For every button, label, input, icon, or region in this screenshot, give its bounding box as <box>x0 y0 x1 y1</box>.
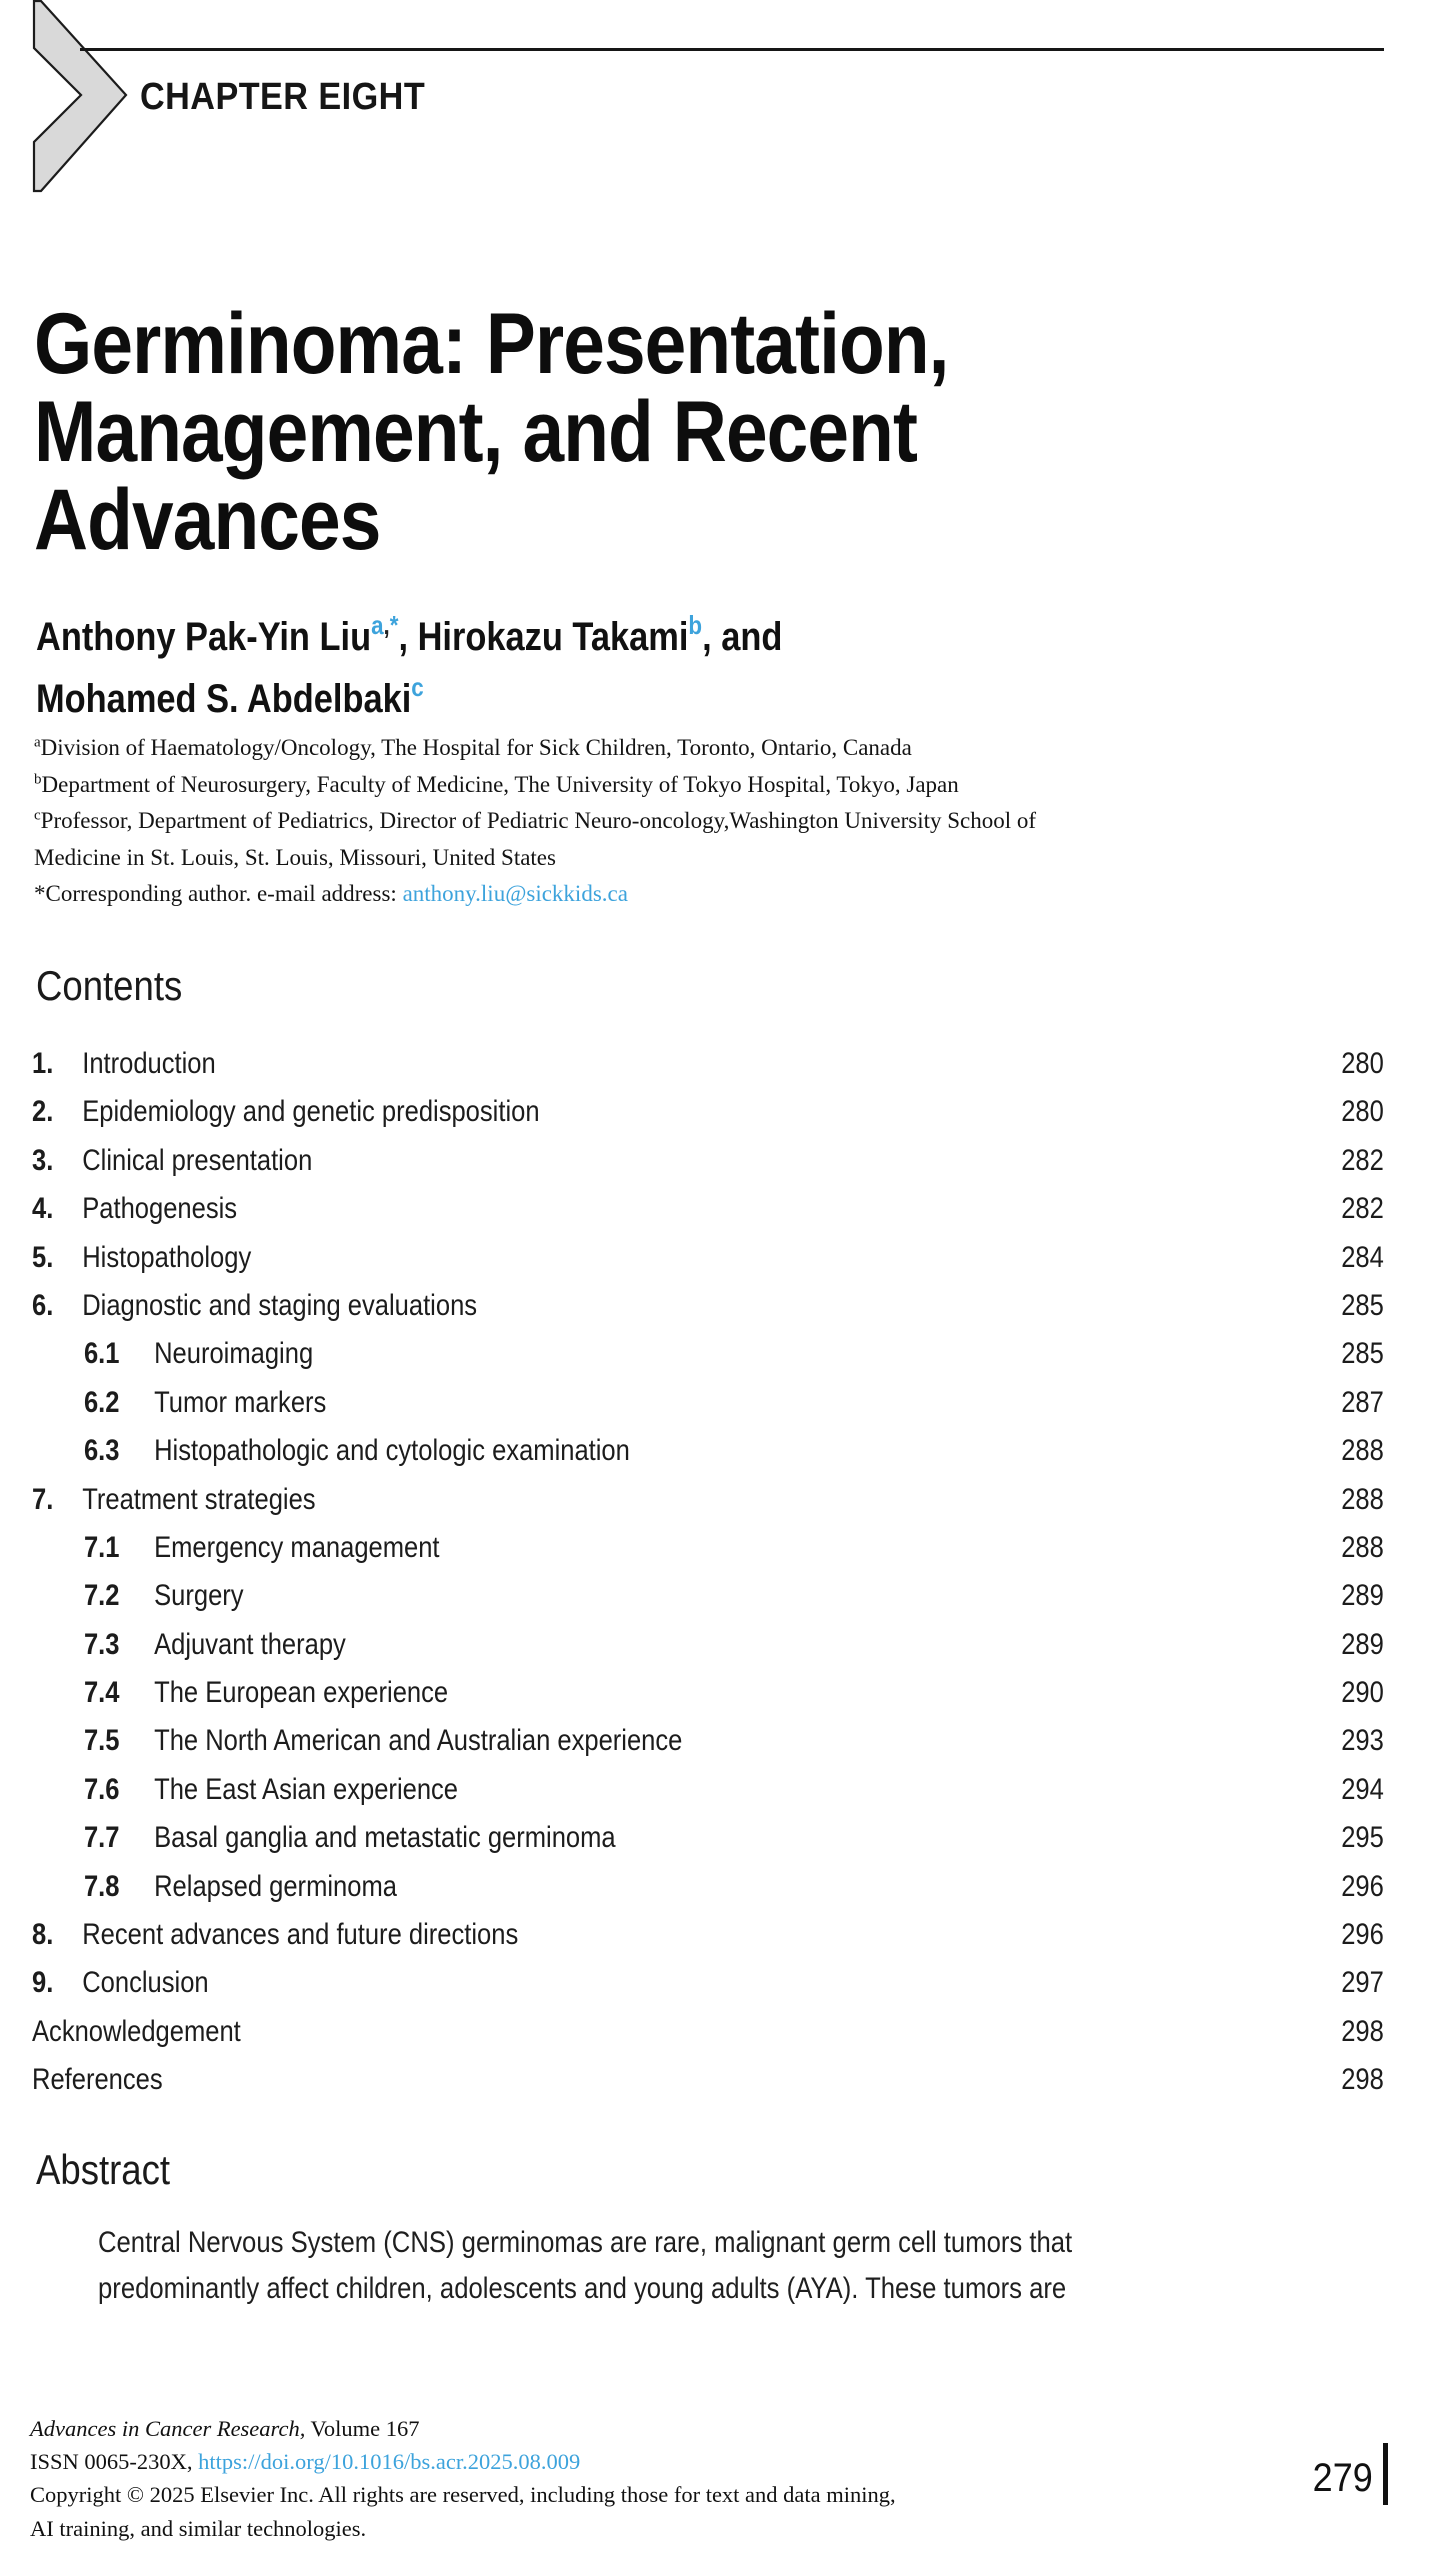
toc-entry-number: 6.3 <box>83 1434 120 1468</box>
affiliation-superscript: a <box>34 734 41 751</box>
corresponding-author-text: *Corresponding author. e-mail address: <box>34 881 403 906</box>
toc-entry-label: References <box>32 2063 163 2097</box>
header-rule <box>80 48 1384 51</box>
toc-entry[interactable] <box>32 1137 1384 1185</box>
author-line-2 <box>36 670 782 732</box>
author-affil-superscript: b <box>688 610 703 640</box>
toc-entry-page: 297 <box>1341 1966 1384 2000</box>
toc-entry[interactable] <box>32 1766 1384 1814</box>
toc-entry-page: 290 <box>1341 1676 1384 1710</box>
toc-entry-number: 2. <box>32 1095 54 1129</box>
toc-entry-label: Recent advances and future directions <box>82 1918 519 1952</box>
affiliations-block <box>34 730 1404 913</box>
journal-volume-line <box>30 2412 1330 2445</box>
affiliation-superscript: b <box>34 770 42 787</box>
page-number: 279 <box>1312 2456 1373 2500</box>
toc-entry-label: Clinical presentation <box>82 1143 313 1177</box>
toc-entry[interactable] <box>32 1234 1384 1282</box>
toc-entry-number: 7.7 <box>83 1821 120 1855</box>
author-separator: , and <box>702 615 783 659</box>
toc-entry-number: 6.2 <box>83 1385 120 1419</box>
toc-entry[interactable] <box>32 1379 1384 1427</box>
superscript-comma: , <box>383 610 390 640</box>
toc-entry-page: 280 <box>1341 1095 1384 1129</box>
toc-entry-page: 295 <box>1341 1821 1384 1855</box>
affiliation-text: Medicine in St. Louis, St. Louis, Missouri, United States <box>34 844 556 870</box>
toc-entry[interactable] <box>32 1185 1384 1233</box>
toc-entry-label: Neuroimaging <box>154 1337 314 1371</box>
toc-entry-number: 1. <box>32 1047 54 1080</box>
affiliation-superscript: c <box>34 807 41 824</box>
toc-entry-page: 287 <box>1341 1385 1384 1419</box>
abstract-text-line: predominantly affect children, adolescents and young adults (AYA). These tumors are <box>98 2271 1067 2305</box>
toc-entry[interactable] <box>32 1814 1384 1862</box>
toc-entry-label: Relapsed germinoma <box>154 1869 397 1903</box>
author-line-1 <box>36 608 782 670</box>
affiliation-text: Division of Haematology/Oncology, The Hospital for Sick Children, Toronto, Ontario, Canada <box>40 735 912 760</box>
toc-entry-label: Introduction <box>82 1047 216 1080</box>
toc-entry-page: 296 <box>1341 1869 1384 1903</box>
toc-entry-page: 288 <box>1341 1530 1384 1564</box>
abstract-heading: Abstract <box>36 2146 171 2193</box>
chapter-title-line: Advances <box>34 472 381 568</box>
toc-entry-number: 7.3 <box>83 1627 120 1661</box>
affiliation-text: Department of Neurosurgery, Faculty of Medicine, The University of Tokyo Hospital, Tokyo, Japan <box>41 771 959 797</box>
toc-entry-label: Pathogenesis <box>82 1192 238 1226</box>
toc-entry[interactable] <box>32 2056 1384 2104</box>
toc-entry-label: Acknowledgement <box>32 2014 241 2048</box>
toc-entry-number: 4. <box>32 1192 54 1226</box>
page-number-bar <box>1383 2443 1388 2505</box>
affiliation-line <box>34 767 1404 804</box>
toc-entry-number: 9. <box>32 1966 54 2000</box>
toc-entry-number: 7. <box>32 1482 54 1516</box>
imprint-block <box>30 2412 1330 2545</box>
toc-entry-label: Diagnostic and staging evaluations <box>82 1288 478 1322</box>
toc-entry-label: The North American and Australian experience <box>154 1724 683 1758</box>
toc-entry[interactable] <box>32 1959 1384 2007</box>
toc-entry-label: Emergency management <box>154 1530 440 1564</box>
author-name: Anthony Pak-Yin Liu <box>36 615 372 659</box>
toc-entry-page: 282 <box>1341 1143 1384 1177</box>
chapter-chevron-icon <box>30 0 132 194</box>
chapter-title <box>34 296 949 568</box>
toc-entry-label: Conclusion <box>82 1966 209 2000</box>
toc-entry-number: 3. <box>32 1143 54 1177</box>
toc-entry[interactable] <box>32 2008 1384 2056</box>
corresponding-author-star: * <box>389 610 399 640</box>
toc-entry-number: 7.5 <box>83 1724 120 1758</box>
affiliation-line <box>34 730 1404 767</box>
toc-entry-label: Histopathology <box>82 1240 252 1274</box>
copyright-line-2: AI training, and similar technologies. <box>30 2515 367 2541</box>
affiliation-line <box>34 803 1404 840</box>
author-affil-superscript: c <box>411 672 424 702</box>
toc-entry-page: 294 <box>1341 1772 1384 1806</box>
toc-entry-page: 282 <box>1341 1192 1384 1226</box>
toc-entry[interactable] <box>32 1427 1384 1475</box>
toc-entry-page: 298 <box>1341 2014 1384 2048</box>
copyright-line-1: Copyright © 2025 Elsevier Inc. All rights are reserved, including those for text and data mining, <box>30 2482 896 2508</box>
journal-title: Advances in Cancer Research, <box>30 2416 306 2441</box>
toc-entry-label: Surgery <box>154 1579 244 1613</box>
toc-entry-number: 8. <box>32 1918 54 1952</box>
toc-entry[interactable] <box>32 1572 1384 1620</box>
table-of-contents <box>32 1040 1384 2105</box>
journal-volume: Volume 167 <box>305 2416 420 2441</box>
toc-entry-number: 7.2 <box>83 1579 120 1613</box>
abstract-text-line: Central Nervous System (CNS) germinomas are rare, malignant germ cell tumors that <box>98 2226 1073 2259</box>
toc-entry-page: 284 <box>1341 1240 1384 1274</box>
toc-entry-page: 298 <box>1341 2063 1384 2097</box>
toc-entry-label: The European experience <box>154 1676 449 1710</box>
toc-entry[interactable] <box>32 1669 1384 1717</box>
toc-entry-label: Tumor markers <box>154 1385 327 1419</box>
toc-entry-label: The East Asian experience <box>154 1772 459 1806</box>
author-name: Mohamed S. Abdelbaki <box>36 677 412 721</box>
affiliation-text: Professor, Department of Pediatrics, Director of Pediatric Neuro-oncology,Washington University School of <box>40 808 1037 833</box>
toc-entry[interactable] <box>32 1717 1384 1765</box>
toc-entry-label: Treatment strategies <box>82 1482 316 1516</box>
issn-doi-line <box>30 2445 1330 2478</box>
corresponding-author-line <box>34 876 1404 913</box>
toc-entry-number: 5. <box>32 1240 54 1274</box>
toc-entry[interactable] <box>32 1524 1384 1572</box>
chapter-label: CHAPTER EIGHT <box>140 76 426 118</box>
toc-entry[interactable] <box>32 1911 1384 1959</box>
toc-entry-label: Epidemiology and genetic predisposition <box>82 1095 540 1129</box>
doi-link[interactable]: https://doi.org/10.1016/bs.acr.2025.08.009 <box>198 2449 581 2475</box>
toc-entry-page: 289 <box>1341 1579 1384 1613</box>
toc-entry-page: 293 <box>1341 1724 1384 1758</box>
toc-entry-page: 289 <box>1341 1627 1384 1661</box>
author-name: , Hirokazu Takami <box>398 615 689 659</box>
toc-entry[interactable] <box>32 1621 1384 1669</box>
toc-entry[interactable] <box>32 1040 1384 1088</box>
corresponding-author-email-link[interactable]: anthony.liu@sickkids.ca <box>402 881 628 906</box>
toc-entry-page: 288 <box>1341 1482 1384 1516</box>
issn-text: ISSN 0065-230X, <box>30 2449 199 2475</box>
toc-entry[interactable] <box>32 1282 1384 1330</box>
author-list <box>36 608 782 732</box>
toc-entry[interactable] <box>32 1476 1384 1524</box>
toc-entry-page: 280 <box>1341 1047 1384 1080</box>
toc-entry-label: Histopathologic and cytologic examination <box>154 1434 630 1468</box>
toc-entry-page: 285 <box>1341 1337 1384 1371</box>
toc-entry-label: Basal ganglia and metastatic germinoma <box>154 1821 616 1855</box>
toc-entry-label: Adjuvant therapy <box>154 1627 346 1661</box>
abstract-body <box>98 2220 1384 2311</box>
toc-entry[interactable] <box>32 1088 1384 1136</box>
toc-entry[interactable] <box>32 1863 1384 1911</box>
toc-entry-number: 7.6 <box>83 1772 120 1806</box>
toc-entry-number: 7.4 <box>83 1676 120 1710</box>
toc-entry-number: 6. <box>32 1288 54 1322</box>
contents-heading: Contents <box>36 962 183 1009</box>
toc-entry-number: 7.1 <box>83 1530 120 1564</box>
chapter-title-line: Management, and Recent <box>34 384 918 480</box>
toc-entry-number: 6.1 <box>83 1337 120 1371</box>
affiliation-line <box>34 840 1404 877</box>
toc-entry-page: 288 <box>1341 1434 1384 1468</box>
chapter-title-line: Germinoma: Presentation, <box>34 296 949 392</box>
author-affil-superscript: a <box>371 610 384 640</box>
toc-entry-page: 296 <box>1341 1918 1384 1952</box>
toc-entry-number: 7.8 <box>83 1869 120 1903</box>
toc-entry[interactable] <box>32 1330 1384 1378</box>
toc-entry-page: 285 <box>1341 1288 1384 1322</box>
